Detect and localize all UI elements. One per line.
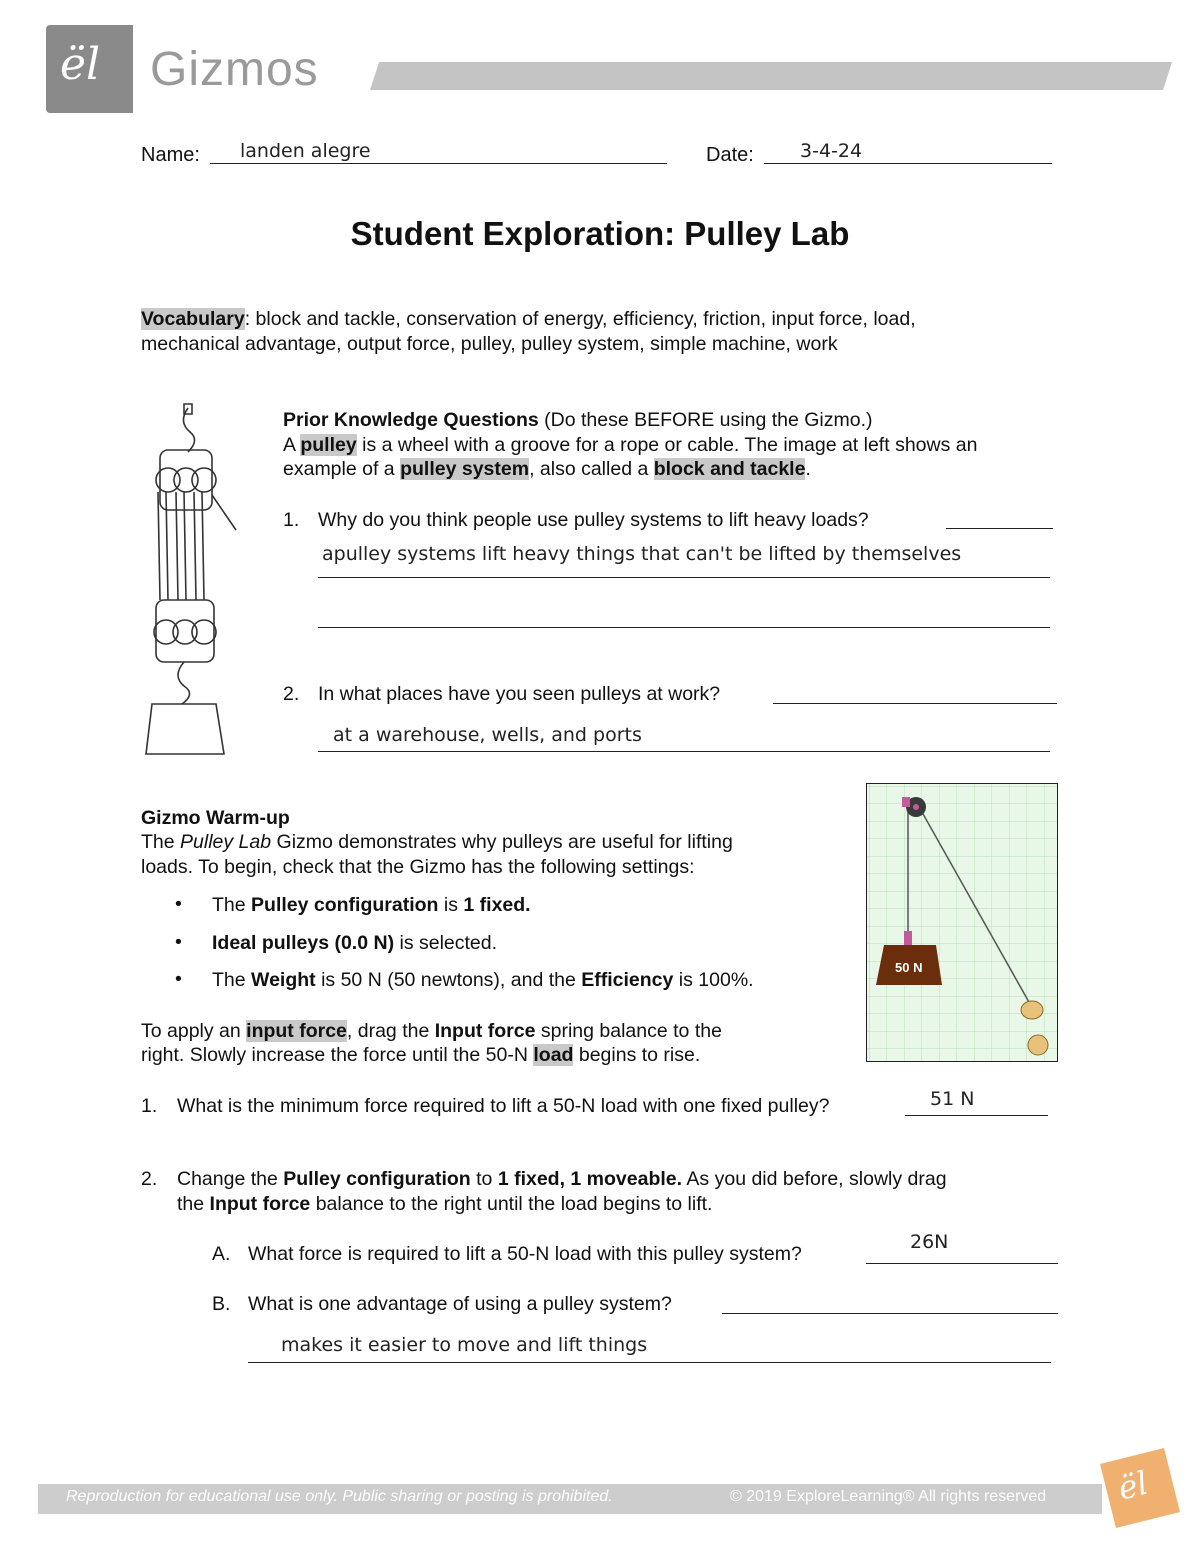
input-force-term: input force	[246, 1020, 347, 1042]
date-label: Date:	[706, 144, 754, 166]
q2-l2-bold: Input force	[209, 1193, 311, 1215]
b3-bold1: Weight	[251, 969, 316, 991]
page-title: Student Exploration: Pulley Lab	[350, 215, 850, 252]
prior-knowledge-heading	[283, 408, 1073, 433]
vocabulary-line-2: mechanical advantage, output force, pulley, pulley system, simple machine, work	[141, 333, 838, 355]
prior-q1-number: 1.	[283, 509, 300, 531]
prior-l2-b: , also called a	[529, 458, 654, 480]
warmup-q1-text: What is the minimum force required to lift a 50-N load with one fixed pulley?	[177, 1095, 830, 1117]
b1-bold2: 1 fixed.	[463, 894, 531, 916]
prior-l1-b: is a wheel with a groove for a rope or cable. The image at left shows an	[356, 434, 978, 456]
warmup-p1-a: The	[141, 831, 181, 853]
warmup-q1-number: 1.	[141, 1095, 158, 1117]
footer-disclaimer: Reproduction for educational use only. Public sharing or posting is prohibited.	[66, 1488, 613, 1505]
q2-a: Change the	[177, 1168, 284, 1190]
p2-c: spring balance to the	[535, 1020, 722, 1042]
b3-bold2: Efficiency	[581, 969, 674, 991]
warmup-qa-text: What force is required to lift a 50-N load with this pulley system?	[248, 1243, 802, 1265]
prior-heading-note: (Do these BEFORE using the Gizmo.)	[538, 409, 873, 431]
footer-logo	[1100, 1448, 1180, 1528]
block-and-tackle-illustration	[140, 400, 255, 760]
warmup-qb-underline-0	[722, 1313, 1058, 1314]
warmup-q2-line2	[177, 1192, 1057, 1217]
q2-c: As you did before, slowly drag	[682, 1168, 947, 1190]
warmup-q2-number: 2.	[141, 1168, 158, 1190]
warmup-q1-underline	[905, 1115, 1048, 1116]
name-label: Name:	[141, 144, 200, 166]
b3-a: The	[212, 969, 252, 991]
date-field[interactable]: 3-4-24	[800, 140, 863, 162]
bullet-1: •	[175, 893, 182, 915]
footer-logo-glyph: ël	[1114, 1463, 1152, 1508]
pulley-term: pulley	[300, 434, 357, 456]
name-underline	[210, 163, 667, 164]
prior-q1-underline-1	[318, 577, 1050, 578]
header-bar	[370, 62, 1172, 90]
warmup-q1-answer[interactable]: 51 N	[930, 1088, 975, 1110]
warmup-qb-letter: B.	[212, 1293, 231, 1315]
setting-1	[212, 893, 531, 918]
bullet-3: •	[175, 968, 182, 990]
load-term: load	[533, 1044, 574, 1066]
diagram-weight-label: 50 N	[895, 960, 923, 975]
footer-copyright: © 2019 ExploreLearning® All rights reserved	[730, 1488, 1047, 1505]
prior-heading-bold: Prior Knowledge Questions	[283, 409, 539, 431]
prior-q2-answer[interactable]: at a warehouse, wells, and ports	[333, 724, 642, 746]
prior-q2-underline-0	[773, 703, 1057, 704]
prior-line-1	[283, 433, 1073, 458]
date-underline	[764, 163, 1052, 164]
warmup-qb-underline-1	[248, 1362, 1051, 1363]
prior-q1-text: Why do you think people use pulley systems to lift heavy loads?	[318, 509, 869, 531]
q2-b: to	[470, 1168, 498, 1190]
warmup-p1-line1	[141, 830, 841, 855]
prior-l2-a: example of a	[283, 458, 401, 480]
prior-line-2	[283, 457, 1073, 482]
prior-q2-number: 2.	[283, 683, 300, 705]
prior-q1-underline-0	[946, 528, 1053, 529]
b1-b: is	[438, 894, 464, 916]
b1-bold1: Pulley configuration	[251, 894, 439, 916]
logo-glyph: ël	[60, 39, 101, 90]
p2-a: To apply an	[141, 1020, 247, 1042]
setting-3	[212, 968, 754, 993]
q2-bold1: Pulley configuration	[283, 1168, 471, 1190]
warmup-qb-text: What is one advantage of using a pulley system?	[248, 1293, 672, 1315]
vocabulary-label: Vocabulary	[141, 308, 245, 330]
b3-b: is 50 N (50 newtons), and the	[315, 969, 582, 991]
gizmos-logo	[46, 25, 133, 113]
b2-b: is selected.	[394, 932, 498, 954]
pulley-system-term: pulley system	[400, 458, 530, 480]
warmup-qb-answer[interactable]: makes it easier to move and lift things	[281, 1334, 648, 1356]
block-and-tackle-term: block and tackle	[653, 458, 806, 480]
bullet-2: •	[175, 931, 182, 953]
b1-a: The	[212, 894, 252, 916]
prior-q2-underline-1	[318, 751, 1050, 752]
warmup-qa-underline	[866, 1263, 1058, 1264]
vocabulary-line-1	[141, 307, 1081, 332]
warmup-q2-line1	[177, 1167, 1057, 1192]
name-field[interactable]: landen alegre	[240, 140, 371, 162]
p2-l2-a: right. Slowly increase the force until the 50-N	[141, 1044, 534, 1066]
p2-b: , drag the	[346, 1020, 435, 1042]
vocabulary-terms-1: : block and tackle, conservation of energy, efficiency, friction, input force, load,	[244, 308, 916, 330]
setting-2	[212, 931, 497, 956]
warmup-p2-line2	[141, 1043, 841, 1068]
p2-l2-b: begins to rise.	[573, 1044, 701, 1066]
prior-q1-underline-2	[318, 627, 1050, 628]
prior-l1-a: A	[283, 434, 301, 456]
warmup-p1-b: Gizmo demonstrates why pulleys are useful for lifting	[271, 831, 733, 853]
warmup-p1-line2: loads. To begin, check that the Gizmo has the following settings:	[141, 856, 695, 878]
q2-l2-b: balance to the right until the load begins to lift.	[310, 1193, 713, 1215]
prior-q1-answer[interactable]: apulley systems lift heavy things that can't be lifted by themselves	[322, 543, 962, 565]
warmup-qa-answer[interactable]: 26N	[910, 1231, 949, 1253]
warmup-heading-text: Gizmo Warm-up	[141, 807, 290, 829]
pulley-lab-italic: Pulley Lab	[180, 831, 272, 853]
warmup-p2-line1	[141, 1019, 841, 1044]
warmup-qa-letter: A.	[212, 1243, 231, 1265]
b3-c: is 100%.	[673, 969, 754, 991]
prior-q2-text: In what places have you seen pulleys at work?	[318, 683, 721, 705]
pulley-gizmo-diagram	[866, 783, 1058, 1062]
gizmos-wordmark: Gizmos	[150, 43, 319, 96]
prior-l2-c: .	[805, 458, 811, 480]
b2-bold: Ideal pulleys (0.0 N)	[212, 932, 395, 954]
warmup-heading	[141, 806, 290, 831]
p2-bold: Input force	[434, 1020, 536, 1042]
q2-bold2: 1 fixed, 1 moveable.	[497, 1168, 683, 1190]
q2-l2-a: the	[177, 1193, 210, 1215]
